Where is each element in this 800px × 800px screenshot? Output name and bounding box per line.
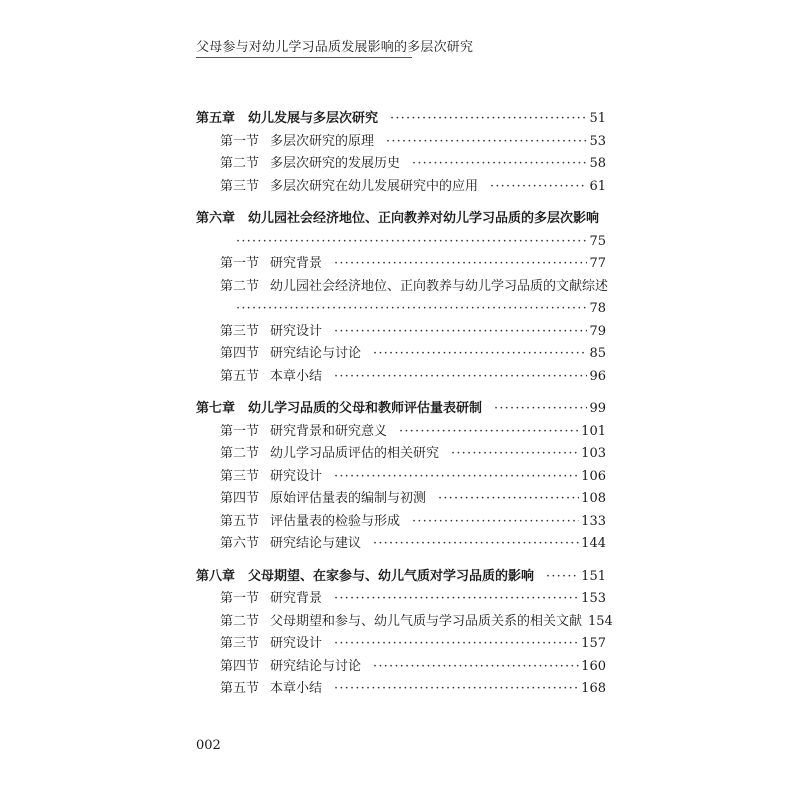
chapter-entry[interactable] (196, 108, 606, 131)
leader-dots (334, 366, 587, 389)
chapter-entry-continuation[interactable] (196, 231, 606, 254)
section-number: 第二节 (220, 613, 260, 629)
chapter-number: 第八章 (196, 568, 236, 584)
page-number: 151 (581, 568, 606, 584)
section-number: 第五节 (220, 681, 260, 696)
section-number: 第一节 (220, 133, 260, 149)
section-number: 第四节 (220, 346, 260, 361)
table-of-contents (196, 108, 613, 701)
chapter-entry[interactable] (196, 398, 606, 421)
section-entry[interactable] (196, 421, 606, 444)
leader-dots (236, 298, 587, 321)
chapter-title: 幼儿学习品质的父母和教师评估量表研制 (248, 401, 483, 416)
section-entry[interactable] (196, 533, 606, 556)
page-number: 160 (581, 658, 606, 674)
leader-dots (334, 633, 579, 656)
chapter-entry[interactable] (196, 566, 606, 589)
chapter-number: 第六章 (196, 211, 236, 226)
section-title: 研究结论与讨论 (270, 346, 362, 361)
section-title: 幼儿园社会经济地位、正向教养与幼儿学习品质的文献综述 (270, 278, 609, 294)
section-title: 研究设计 (270, 323, 323, 339)
section-entry[interactable] (196, 253, 606, 276)
leader-dots (334, 588, 579, 611)
section-number: 第二节 (220, 156, 260, 171)
section-title: 父母期望和参与、幼儿气质与学习品质关系的相关文献 (270, 613, 583, 629)
page-number: 101 (581, 423, 606, 439)
chapter-title: 幼儿园社会经济地位、正向教养对幼儿学习品质的多层次影响 (248, 211, 600, 226)
section-entry[interactable] (196, 153, 606, 176)
section-number: 第五节 (220, 513, 260, 529)
section-entry[interactable] (196, 176, 606, 199)
chapter-title: 父母期望、在家参与、幼儿气质对学习品质的影响 (248, 568, 535, 584)
page-number: 61 (589, 178, 606, 194)
page-number: 157 (581, 636, 606, 651)
leader-dots (373, 343, 587, 366)
section-entry[interactable] (196, 343, 606, 366)
page-number: 96 (589, 368, 606, 384)
section-entry[interactable] (196, 443, 606, 466)
section-number: 第三节 (220, 178, 260, 194)
leader-dots (334, 321, 587, 344)
page-number: 51 (589, 111, 606, 126)
running-header: 父母参与对幼儿学习品质发展影响的多层次研究 (196, 40, 474, 55)
section-number: 第六节 (220, 536, 260, 551)
chapter-number: 第七章 (196, 401, 236, 416)
section-entry[interactable] (196, 588, 606, 611)
section-number: 第二节 (220, 446, 260, 461)
section-entry[interactable] (196, 488, 606, 511)
chapter-8 (196, 566, 613, 701)
section-entry[interactable] (196, 633, 606, 656)
leader-dots (451, 443, 579, 466)
section-entry[interactable] (196, 131, 606, 154)
leader-dots (386, 131, 587, 154)
leader-dots (334, 466, 579, 489)
leader-dots (334, 678, 579, 701)
section-title: 研究背景和研究意义 (270, 423, 388, 439)
chapter-6 (196, 208, 609, 388)
page-number: 144 (581, 536, 606, 551)
leader-dots (438, 488, 579, 511)
leader-dots (334, 253, 587, 276)
page-number: 106 (581, 468, 606, 484)
section-title: 多层次研究在幼儿发展研究中的应用 (270, 178, 479, 194)
section-number: 第一节 (220, 256, 260, 271)
section-entry[interactable] (196, 656, 606, 679)
page-number: 103 (581, 446, 606, 461)
section-title: 多层次研究的原理 (270, 133, 375, 149)
footer-page-number: 002 (196, 738, 221, 753)
section-number: 第一节 (220, 591, 260, 606)
header-rule (196, 57, 412, 58)
leader-dots (546, 566, 579, 589)
leader-dots (490, 176, 587, 199)
page-number: 154 (588, 613, 613, 629)
leader-dots (412, 153, 587, 176)
leader-dots (390, 108, 587, 131)
chapter-5 (196, 108, 606, 198)
page-number: 133 (581, 513, 606, 529)
page-number: 99 (589, 401, 606, 416)
page-number: 77 (589, 256, 606, 271)
page-number: 78 (589, 301, 606, 316)
section-number: 第四节 (220, 491, 260, 506)
section-title: 研究背景 (270, 256, 323, 271)
leader-dots (373, 656, 579, 679)
page-number: 53 (589, 133, 606, 149)
section-number: 第三节 (220, 323, 260, 339)
section-title: 本章小结 (270, 681, 323, 696)
leader-dots (236, 231, 587, 254)
section-entry[interactable] (196, 511, 606, 534)
section-entry[interactable] (196, 466, 606, 489)
section-title: 研究结论与建议 (270, 536, 362, 551)
section-entry[interactable] (196, 678, 606, 701)
chapter-title: 幼儿发展与多层次研究 (248, 111, 379, 126)
leader-dots (494, 398, 587, 421)
section-number: 第三节 (220, 636, 260, 651)
section-title: 评估量表的检验与形成 (270, 513, 401, 529)
chapter-entry[interactable] (196, 208, 606, 231)
leader-dots (399, 421, 579, 444)
page-number: 85 (589, 346, 606, 361)
section-entry[interactable] (196, 321, 606, 344)
section-entry-continuation[interactable] (196, 298, 606, 321)
section-title: 研究设计 (270, 468, 323, 484)
page-number: 58 (589, 156, 606, 171)
section-entry[interactable] (196, 611, 613, 634)
chapter-7 (196, 398, 606, 556)
section-number: 第五节 (220, 368, 260, 384)
section-number: 第二节 (220, 278, 260, 294)
page-number: 75 (589, 233, 606, 249)
section-title: 研究结论与讨论 (270, 658, 362, 674)
leader-dots (412, 511, 579, 534)
leader-dots (373, 533, 579, 556)
section-entry[interactable] (196, 366, 606, 389)
section-entry[interactable] (196, 276, 609, 299)
section-number: 第三节 (220, 468, 260, 484)
section-title: 研究背景 (270, 591, 323, 606)
chapter-number: 第五章 (196, 111, 236, 126)
page-number: 153 (581, 591, 606, 606)
section-title: 研究设计 (270, 636, 323, 651)
section-title: 原始评估量表的编制与初测 (270, 491, 427, 506)
section-title: 多层次研究的发展历史 (270, 156, 401, 171)
page-number: 108 (581, 491, 606, 506)
section-number: 第一节 (220, 423, 260, 439)
section-number: 第四节 (220, 658, 260, 674)
section-title: 幼儿学习品质评估的相关研究 (270, 446, 440, 461)
page-number: 79 (589, 323, 606, 339)
section-title: 本章小结 (270, 368, 323, 384)
page-number: 168 (581, 681, 606, 696)
